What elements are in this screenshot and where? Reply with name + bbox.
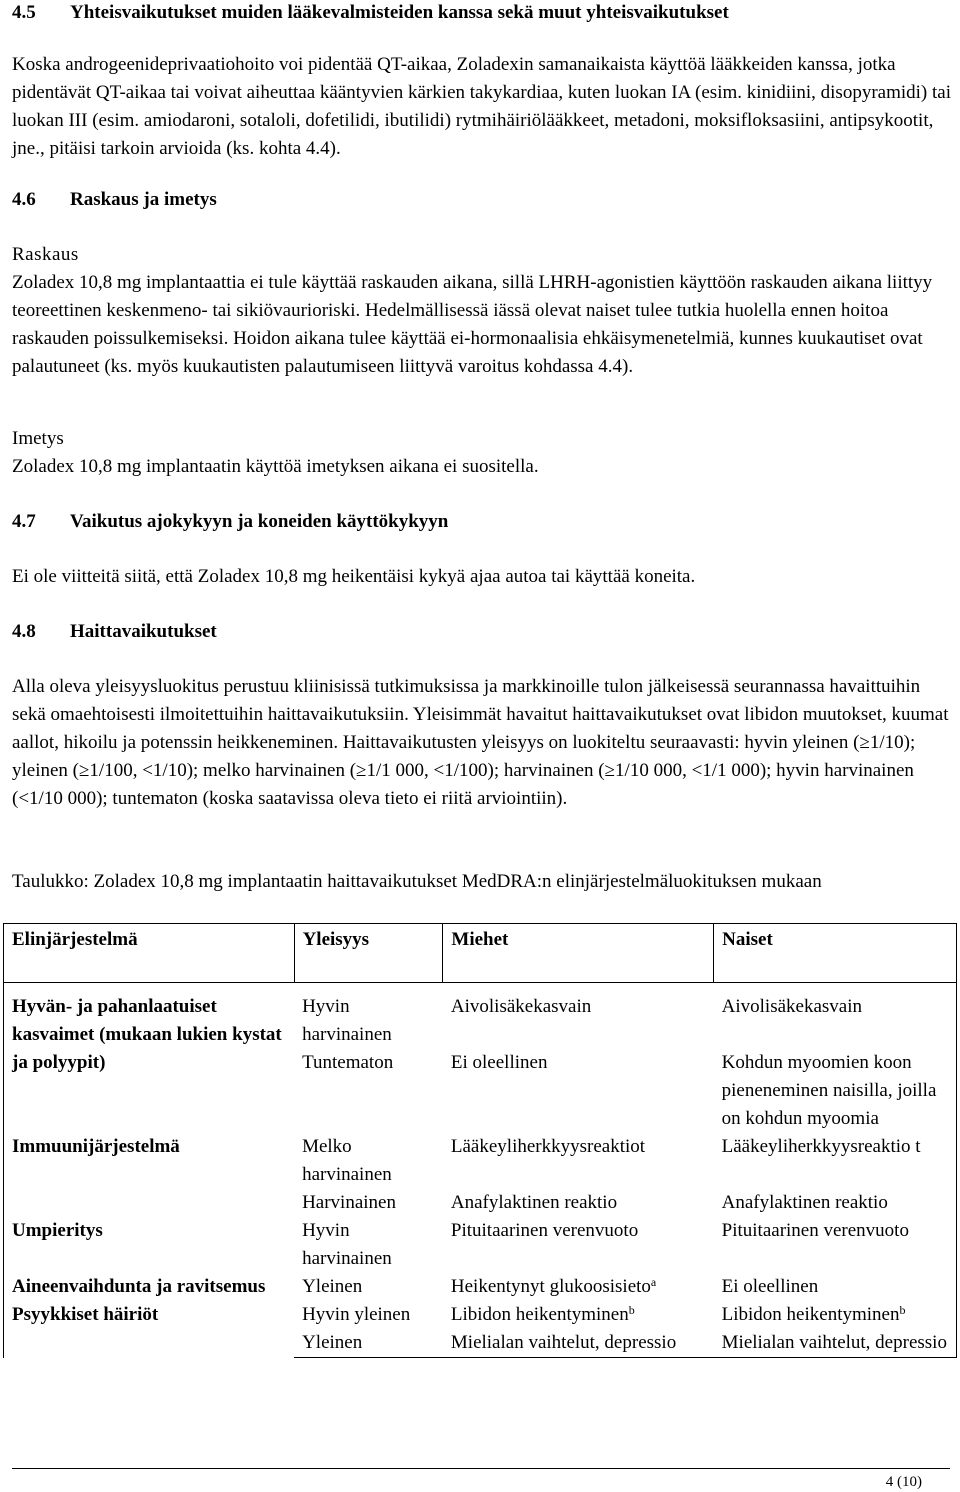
women-cell: Aivolisäkekasvain [714,993,957,1049]
footnote-marker: a [650,1275,657,1289]
footer-divider [12,1468,950,1469]
soc-cell: Hyvän- ja pahanlaatuiset kasvaimet (mukaan lukien kystat ja polyypit) [4,993,295,1133]
table-header-row [4,924,957,983]
header-cell: Naiset [714,924,957,983]
pregnancy-text: Zoladex 10,8 mg implantaattia ei tule käyttää raskauden aikana, sillä LHRH-agonistien käyttöön raskauden aikana liittyy teoreettinen keskenmeno- tai sikiövaurioriski. Hedelmällisessä iässä olevat naiset tulee tutkia huolella ennen hoitoa raskauden poissulkemiseksi. Hoidon aikana tulee käyttää ei-hormonaalisia ehkäisymenetelmiä, kunnes kuukautiset ovat palautuneet (ks. myös kuukautisten palautumiseen liittyvä varoitus kohdassa 4.4). [12,272,933,377]
soc-cell: Immuunijärjestelmä [4,1133,295,1217]
section-4-7-body: Ei ole viitteitä siitä, että Zoladex 10,8 mg heikentäisi kykyä ajaa autoa tai käyttää koneita. [12,566,696,587]
men-cell: Aivolisäkekasvain [450,996,592,1017]
header-cell: Elinjärjestelmä [4,924,295,983]
frequency-cell: Yleinen [302,1276,363,1297]
lactation-text: Zoladex 10,8 mg implantaatin käyttöä imetyksen aikana ei suositella. [12,456,539,477]
frequency-cell: Melko harvinainen [302,1136,392,1185]
section-4-5-heading: 4.5 Yhteisvaikutukset muiden lääkevalmisteiden kanssa sekä muut yhteisvaikutukset [12,2,729,23]
table-caption: Taulukko: Zoladex 10,8 mg implantaatin haittavaikutukset MedDRA:n elinjärjestelmäluokituksen mukaan [12,871,822,892]
lactation-subheading: Imetys [12,428,64,449]
men-cell: Pituitaarinen verenvuoto [450,1220,639,1241]
women-cell: Anafylaktinen reaktio [714,1189,957,1217]
table-row [4,993,957,1049]
soc-cell: Aineenvaihdunta ja ravitsemus [4,1273,295,1301]
footnote-marker: b [899,1303,906,1317]
section-4-8-heading: 4.8 Haittavaikutukset [12,621,217,642]
men-cell: Heikentynyt glukoosisieto$^a$ [450,1275,657,1297]
women-cell: Pituitaarinen verenvuoto [714,1217,957,1273]
women-cell: Lääkeyliherkkyysreaktio t [714,1133,957,1189]
soc-cell: Umpieritys [4,1217,295,1273]
frequency-cell: Hyvin yleinen [302,1304,411,1325]
footnote-marker: b [628,1303,635,1317]
women-cell: Ei oleellinen [714,1273,957,1301]
frequency-cell: Tuntematon [302,1052,394,1073]
soc-cell: Psyykkiset häiriöt [4,1301,295,1358]
page-number: 4 (10) [885,1474,922,1490]
table-row [4,1301,957,1329]
men-cell: Libidon heikentyminen$^b$ [450,1303,635,1325]
table-row [4,1217,957,1273]
men-cell: Mielialan vaihtelut, depressio [443,1329,714,1358]
women-cell: Libidon heikentyminen$^b$ [714,1301,957,1329]
pregnancy-subheading: Raskaus [12,244,79,265]
adverse-reactions-table [3,923,957,1358]
table-row [4,1133,957,1189]
header-cell: Miehet [443,924,714,983]
section-4-7-heading: 4.7 Vaikutus ajokykyyn ja koneiden käyttökykyyn [12,511,449,532]
section-4-6-heading: 4.6 Raskaus ja imetys [12,189,217,210]
header-cell: Yleisyys [294,924,443,983]
men-cell: Lääkeyliherkkyysreaktiot [450,1136,646,1157]
table-row [4,1273,957,1301]
frequency-cell: Hyvin harvinainen [302,996,392,1045]
women-cell: Kohdun myoomien koon pieneneminen naisilla, joilla on kohdun myoomia [714,1049,957,1133]
frequency-cell: Harvinainen [302,1192,396,1213]
men-cell: Anafylaktinen reaktio [450,1192,618,1213]
women-cell: Mielialan vaihtelut, depressio [714,1329,957,1358]
men-cell: Ei oleellinen [450,1052,548,1073]
section-4-5-body: Koska androgeenideprivaatiohoito voi pidentää QT-aikaa, Zoladexin samanaikaista käyttöä lääkkeiden kanssa, jotka pidentävät QT-aikaa tai voivat aiheuttaa kääntyvien kärkien takykardiaa, kuten luokan IA (esim. kinidiini, disopyramidi) tai luokan III (esim. amiodaroni, sotaloli, dofetilidi, ibutilidi) rytmihäiriölääkkeet, metadoni, moksifloksasiini, antipsykootit, jne., pitäisi tarkoin arvioida (ks. kohta 4.4). [12,54,951,159]
frequency-cell: Hyvin harvinainen [302,1220,392,1269]
section-4-8-body: Alla oleva yleisyysluokitus perustuu kliinisissä tutkimuksissa ja markkinoille tulon jälkeisessä seurannassa havaittuihin sekä omaehtoisesti ilmoitettuihin haittavaikutuksiin. Yleisimmät havaitut haittavaikutukset ovat libidon muutokset, kuumat aallot, hikoilu ja potenssin heikkeneminen. Haittavaikutusten yleisyys on luokiteltu seuraavasti: hyvin yleinen (≥1/10); yleinen (≥1/100, <1/10); melko harvinainen (≥1/1 000, <1/100); harvinainen (≥1/10 000, <1/1 000); hyvin harvinainen (<1/10 000); tuntematon (koska saatavissa oleva tieto ei riitä arviointiin). [12,676,949,809]
frequency-cell: Yleinen [294,1329,443,1358]
